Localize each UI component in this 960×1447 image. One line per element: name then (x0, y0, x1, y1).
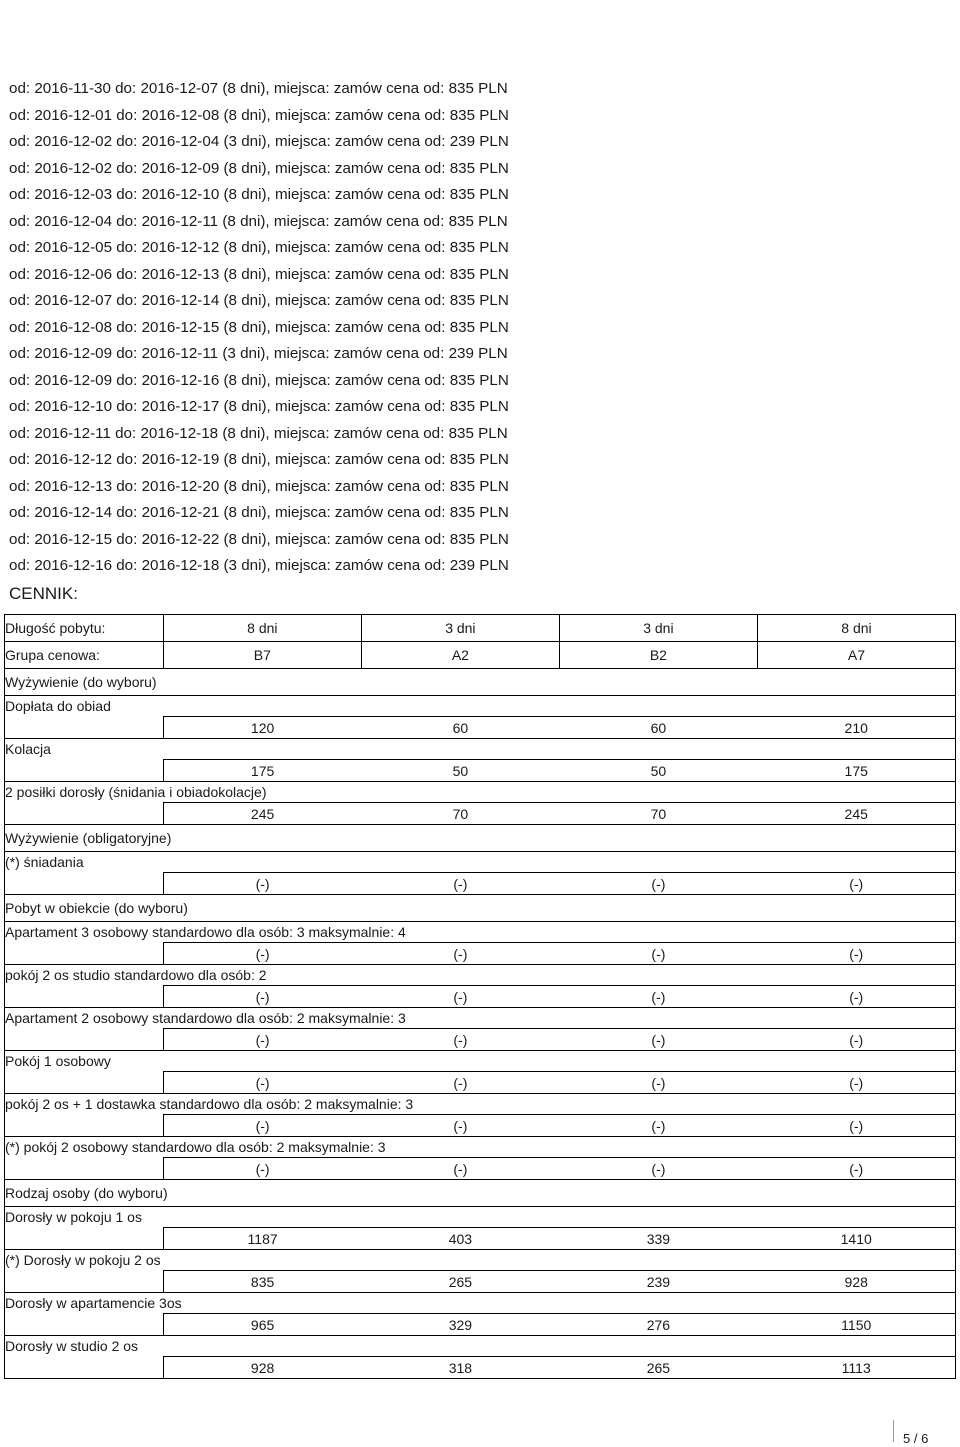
item-values-row (5, 1158, 956, 1180)
price-value: (-) (559, 986, 757, 1008)
item-values-row (5, 1072, 956, 1094)
price-value: 60 (361, 717, 559, 739)
availability-line: od: 2016-12-09 do: 2016-12-16 (8 dni), miejsca: zamów cena od: 835 PLN (9, 371, 509, 389)
price-value: (-) (163, 943, 361, 965)
section-title: Wyżywienie (do wyboru) (5, 669, 956, 696)
item-label-row (5, 1094, 956, 1115)
price-value: (-) (757, 1029, 955, 1051)
section-header (5, 895, 956, 922)
page-number: 5 / 6 (903, 1431, 929, 1446)
item-label: Kolacja (5, 739, 956, 760)
item-label: Dorosły w apartamencie 3os (5, 1293, 956, 1314)
item-values-spacer (5, 1115, 164, 1137)
price-value: 70 (559, 803, 757, 825)
price-group-row-value: B7 (163, 642, 361, 669)
item-label: 2 posiłki dorosły (śnidania i obiadokolacje) (5, 782, 956, 803)
availability-line: od: 2016-11-30 do: 2016-12-07 (8 dni), miejsca: zamów cena od: 835 PLN (9, 80, 508, 97)
item-label: Dopłata do obiad (5, 696, 956, 717)
item-values-row (5, 1115, 956, 1137)
item-values-row (5, 717, 956, 739)
item-label-row (5, 1008, 956, 1029)
price-value: 210 (757, 717, 955, 739)
availability-line: od: 2016-12-08 do: 2016-12-15 (8 dni), miejsca: zamów cena od: 835 PLN (9, 318, 509, 336)
price-value: (-) (361, 943, 559, 965)
price-value: 50 (559, 760, 757, 782)
price-value: (-) (361, 986, 559, 1008)
availability-line: od: 2016-12-10 do: 2016-12-17 (8 dni), miejsca: zamów cena od: 835 PLN (9, 398, 509, 415)
availability-line: od: 2016-12-09 do: 2016-12-11 (3 dni), miejsca: zamów cena od: 239 PLN (9, 345, 508, 362)
item-values-spacer (5, 1228, 164, 1250)
price-value: (-) (163, 986, 361, 1008)
section-title: Wyżywienie (obligatoryjne) (5, 825, 956, 852)
item-values-spacer (5, 873, 164, 895)
availability-line: od: 2016-12-02 do: 2016-12-09 (8 dni), miejsca: zamów cena od: 835 PLN (9, 159, 509, 177)
price-value: (-) (163, 1115, 361, 1137)
price-value: (-) (361, 1029, 559, 1051)
price-group-row-label: Grupa cenowa: (5, 642, 164, 669)
item-values-spacer (5, 1029, 164, 1051)
price-value: (-) (559, 1115, 757, 1137)
item-values-spacer (5, 1357, 164, 1379)
price-group-row (5, 642, 956, 669)
price-value: 276 (559, 1314, 757, 1336)
item-label-row (5, 696, 956, 717)
item-label-row (5, 1051, 956, 1072)
price-value: 60 (559, 717, 757, 739)
price-value: (-) (361, 1115, 559, 1137)
item-values-spacer (5, 986, 164, 1008)
item-label: Apartament 3 osobowy standardowo dla osób: 3 maksymalnie: 4 (5, 922, 956, 943)
item-label-row (5, 965, 956, 986)
item-label: Pokój 1 osobowy (5, 1051, 956, 1072)
price-value: 175 (163, 760, 361, 782)
item-label: (*) Dorosły w pokoju 2 os (5, 1250, 956, 1271)
item-values-row (5, 1314, 956, 1336)
item-values-spacer (5, 717, 164, 739)
item-label: Apartament 2 osobowy standardowo dla osób: 2 maksymalnie: 3 (5, 1008, 956, 1029)
availability-list (9, 76, 949, 580)
section-title: Pobyt w obiekcie (do wyboru) (5, 895, 956, 922)
item-label: (*) pokój 2 osobowy standardowo dla osób: 2 maksymalnie: 3 (5, 1137, 956, 1158)
item-values-spacer (5, 943, 164, 965)
price-value: 265 (361, 1271, 559, 1293)
item-label-row (5, 852, 956, 873)
item-label-row (5, 922, 956, 943)
item-label-row (5, 1207, 956, 1228)
price-group-row-value: B2 (559, 642, 757, 669)
duration-row (5, 615, 956, 642)
price-value: (-) (361, 1072, 559, 1094)
price-value: (-) (361, 1158, 559, 1180)
price-value: 175 (757, 760, 955, 782)
price-value: 50 (361, 760, 559, 782)
price-value: 1113 (757, 1357, 955, 1379)
availability-line: od: 2016-12-02 do: 2016-12-04 (3 dni), miejsca: zamów cena od: 239 PLN (9, 133, 509, 150)
item-label: Dorosły w studio 2 os (5, 1336, 956, 1357)
price-value: 928 (757, 1271, 955, 1293)
price-value: 339 (559, 1228, 757, 1250)
price-value: (-) (757, 873, 955, 895)
item-values-spacer (5, 1072, 164, 1094)
item-label-row (5, 782, 956, 803)
availability-line: od: 2016-12-06 do: 2016-12-13 (8 dni), miejsca: zamów cena od: 835 PLN (9, 265, 509, 283)
item-values-row (5, 873, 956, 895)
price-value: 1187 (163, 1228, 361, 1250)
availability-line: od: 2016-12-01 do: 2016-12-08 (8 dni), miejsca: zamów cena od: 835 PLN (9, 106, 509, 124)
item-values-row (5, 1228, 956, 1250)
availability-line: od: 2016-12-15 do: 2016-12-22 (8 dni), miejsca: zamów cena od: 835 PLN (9, 530, 509, 548)
duration-row-label: Długość pobytu: (5, 615, 164, 642)
cennik-title: CENNIK: (9, 584, 78, 603)
price-value: 835 (163, 1271, 361, 1293)
price-value: (-) (559, 1072, 757, 1094)
item-values-row (5, 803, 956, 825)
availability-line: od: 2016-12-05 do: 2016-12-12 (8 dni), miejsca: zamów cena od: 835 PLN (9, 239, 509, 256)
price-group-row-value: A2 (361, 642, 559, 669)
availability-line: od: 2016-12-16 do: 2016-12-18 (3 dni), miejsca: zamów cena od: 239 PLN (9, 557, 509, 574)
price-value: (-) (163, 1072, 361, 1094)
price-value: (-) (559, 1029, 757, 1051)
duration-row-value: 8 dni (757, 615, 955, 642)
section-title: Rodzaj osoby (do wyboru) (5, 1180, 956, 1207)
price-value: (-) (559, 873, 757, 895)
availability-line: od: 2016-12-11 do: 2016-12-18 (8 dni), miejsca: zamów cena od: 835 PLN (9, 424, 508, 442)
item-values-spacer (5, 1314, 164, 1336)
item-values-row (5, 986, 956, 1008)
price-value: 965 (163, 1314, 361, 1336)
duration-row-value: 8 dni (163, 615, 361, 642)
item-values-row (5, 1357, 956, 1379)
price-value: 329 (361, 1314, 559, 1336)
price-value: (-) (559, 943, 757, 965)
price-value: (-) (757, 1072, 955, 1094)
price-table (4, 614, 956, 1379)
availability-line: od: 2016-12-03 do: 2016-12-10 (8 dni), miejsca: zamów cena od: 835 PLN (9, 186, 509, 203)
price-value: (-) (163, 873, 361, 895)
section-header (5, 669, 956, 696)
item-values-row (5, 760, 956, 782)
item-values-row (5, 1271, 956, 1293)
page-divider (893, 1420, 894, 1442)
item-label: Dorosły w pokoju 1 os (5, 1207, 956, 1228)
price-value: (-) (757, 986, 955, 1008)
item-label-row (5, 1336, 956, 1357)
availability-line: od: 2016-12-07 do: 2016-12-14 (8 dni), miejsca: zamów cena od: 835 PLN (9, 292, 509, 309)
price-value: (-) (361, 873, 559, 895)
price-group-row-value: A7 (757, 642, 955, 669)
price-value: 1150 (757, 1314, 955, 1336)
price-value: 239 (559, 1271, 757, 1293)
price-value: (-) (559, 1158, 757, 1180)
price-value: (-) (163, 1158, 361, 1180)
price-value: (-) (757, 943, 955, 965)
availability-line: od: 2016-12-04 do: 2016-12-11 (8 dni), miejsca: zamów cena od: 835 PLN (9, 212, 508, 230)
availability-line: od: 2016-12-12 do: 2016-12-19 (8 dni), miejsca: zamów cena od: 835 PLN (9, 451, 509, 468)
price-value: (-) (757, 1115, 955, 1137)
item-values-spacer (5, 1158, 164, 1180)
item-values-spacer (5, 1271, 164, 1293)
price-value: 318 (361, 1357, 559, 1379)
duration-row-value: 3 dni (559, 615, 757, 642)
price-value: 1410 (757, 1228, 955, 1250)
price-value: (-) (163, 1029, 361, 1051)
price-value: 245 (757, 803, 955, 825)
item-label-row (5, 1137, 956, 1158)
item-label-row (5, 1250, 956, 1271)
price-value: 70 (361, 803, 559, 825)
item-values-row (5, 1029, 956, 1051)
price-value: 120 (163, 717, 361, 739)
price-value: (-) (757, 1158, 955, 1180)
item-label-row (5, 739, 956, 760)
item-label: (*) śniadania (5, 852, 956, 873)
item-values-spacer (5, 760, 164, 782)
price-value: 265 (559, 1357, 757, 1379)
section-header (5, 1180, 956, 1207)
item-values-row (5, 943, 956, 965)
price-value: 403 (361, 1228, 559, 1250)
duration-row-value: 3 dni (361, 615, 559, 642)
availability-line: od: 2016-12-13 do: 2016-12-20 (8 dni), miejsca: zamów cena od: 835 PLN (9, 477, 509, 495)
item-label: pokój 2 os studio standardowo dla osób: 2 (5, 965, 956, 986)
price-value: 245 (163, 803, 361, 825)
availability-line: od: 2016-12-14 do: 2016-12-21 (8 dni), miejsca: zamów cena od: 835 PLN (9, 504, 509, 521)
item-label-row (5, 1293, 956, 1314)
item-values-spacer (5, 803, 164, 825)
section-header (5, 825, 956, 852)
price-value: 928 (163, 1357, 361, 1379)
item-label: pokój 2 os + 1 dostawka standardowo dla osób: 2 maksymalnie: 3 (5, 1094, 956, 1115)
